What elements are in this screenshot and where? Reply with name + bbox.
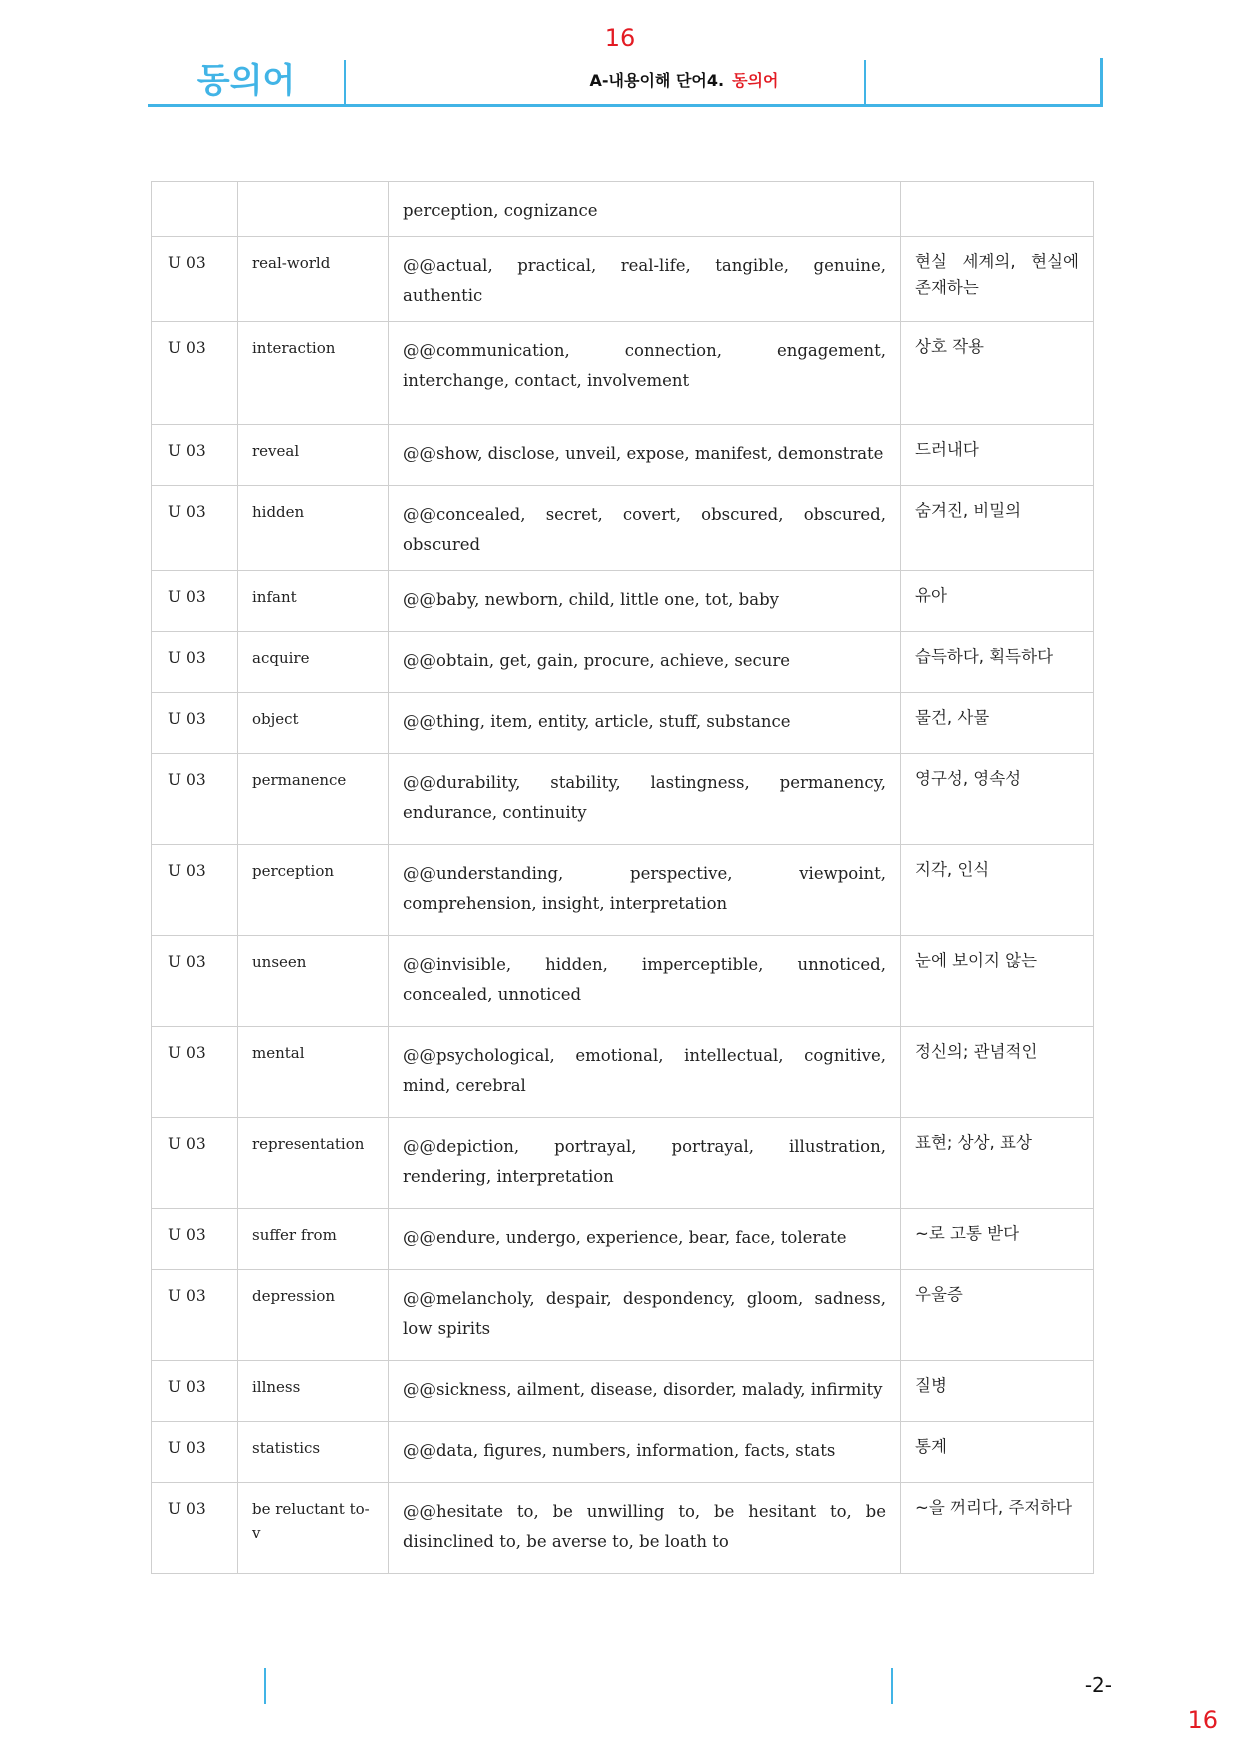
table-row <box>152 1270 1094 1361</box>
meaning-cell: 상호 작용 <box>901 322 1094 425</box>
unit-cell: U 03 <box>152 1209 238 1270</box>
unit-cell: U 03 <box>152 693 238 754</box>
meaning-cell: 습득하다, 획득하다 <box>901 632 1094 693</box>
synonyms-cell: @@sickness, ailment, disease, disorder, malady, infirmity <box>389 1361 901 1422</box>
unit-cell: U 03 <box>152 632 238 693</box>
table-row <box>152 754 1094 845</box>
word-cell: suffer from <box>238 1209 389 1270</box>
unit-cell: U 03 <box>152 754 238 845</box>
word-cell <box>238 182 389 237</box>
header-subtitle-highlight: 동의어 <box>732 71 779 90</box>
synonyms-cell: perception, cognizance <box>389 182 901 237</box>
footer-page-label: -2- <box>1084 1673 1112 1697</box>
word-cell: perception <box>238 845 389 936</box>
synonyms-cell: @@invisible, hidden, imperceptible, unnoticed, concealed, unnoticed <box>389 936 901 1027</box>
unit-cell: U 03 <box>152 571 238 632</box>
meaning-cell: 통계 <box>901 1422 1094 1483</box>
header-right-bar <box>1100 58 1103 104</box>
table-row <box>152 425 1094 486</box>
word-cell: acquire <box>238 632 389 693</box>
synonyms-cell: @@melancholy, despair, despondency, gloom, sadness, low spirits <box>389 1270 901 1361</box>
footer-divider-left <box>264 1668 266 1704</box>
footer-divider-right <box>891 1668 893 1704</box>
synonyms-cell: @@baby, newborn, child, little one, tot, baby <box>389 571 901 632</box>
synonyms-cell: @@data, figures, numbers, information, facts, stats <box>389 1422 901 1483</box>
synonyms-cell: @@concealed, secret, covert, obscured, obscured, obscured <box>389 486 901 571</box>
word-cell: statistics <box>238 1422 389 1483</box>
synonyms-cell: @@show, disclose, unveil, expose, manifest, demonstrate <box>389 425 901 486</box>
header-divider-right <box>864 60 866 104</box>
table-row <box>152 571 1094 632</box>
table-row <box>152 1483 1094 1574</box>
table-row <box>152 182 1094 237</box>
unit-cell: U 03 <box>152 1027 238 1118</box>
header-title: 동의어 <box>196 61 296 101</box>
meaning-cell: 현실 세계의, 현실에 존재하는 <box>901 237 1094 322</box>
unit-cell: U 03 <box>152 1483 238 1574</box>
unit-cell: U 03 <box>152 425 238 486</box>
unit-cell: U 03 <box>152 1361 238 1422</box>
meaning-cell: 물건, 사물 <box>901 693 1094 754</box>
word-cell: permanence <box>238 754 389 845</box>
header-subtitle <box>346 58 1022 104</box>
meaning-cell: 눈에 보이지 않는 <box>901 936 1094 1027</box>
meaning-cell: 영구성, 영속성 <box>901 754 1094 845</box>
meaning-cell: 드러내다 <box>901 425 1094 486</box>
unit-cell: U 03 <box>152 1118 238 1209</box>
meaning-cell: 질병 <box>901 1361 1094 1422</box>
table-row <box>152 1209 1094 1270</box>
synonym-table-body <box>152 182 1094 1574</box>
table-row <box>152 936 1094 1027</box>
meaning-cell: 표현; 상상, 표상 <box>901 1118 1094 1209</box>
word-cell: object <box>238 693 389 754</box>
unit-cell: U 03 <box>152 486 238 571</box>
table-row <box>152 1361 1094 1422</box>
table-row <box>152 322 1094 425</box>
word-cell: unseen <box>238 936 389 1027</box>
synonyms-cell: @@thing, item, entity, article, stuff, substance <box>389 693 901 754</box>
word-cell: mental <box>238 1027 389 1118</box>
word-cell: hidden <box>238 486 389 571</box>
table-row <box>152 486 1094 571</box>
synonyms-cell: @@actual, practical, real-life, tangible, genuine, authentic <box>389 237 901 322</box>
meaning-cell: 우울증 <box>901 1270 1094 1361</box>
synonyms-cell: @@understanding, perspective, viewpoint, comprehension, insight, interpretation <box>389 845 901 936</box>
meaning-cell: ~로 고통 받다 <box>901 1209 1094 1270</box>
synonyms-cell: @@obtain, get, gain, procure, achieve, secure <box>389 632 901 693</box>
meaning-cell: 유아 <box>901 571 1094 632</box>
synonyms-cell: @@endure, undergo, experience, bear, face, tolerate <box>389 1209 901 1270</box>
word-cell: reveal <box>238 425 389 486</box>
word-cell: real-world <box>238 237 389 322</box>
meaning-cell: 숨겨진, 비밀의 <box>901 486 1094 571</box>
meaning-cell: 지각, 인식 <box>901 845 1094 936</box>
meaning-cell <box>901 182 1094 237</box>
page-header <box>148 58 1103 107</box>
unit-cell: U 03 <box>152 845 238 936</box>
table-row <box>152 693 1094 754</box>
synonyms-cell: @@psychological, emotional, intellectual, cognitive, mind, cerebral <box>389 1027 901 1118</box>
unit-cell: U 03 <box>152 237 238 322</box>
unit-cell: U 03 <box>152 1270 238 1361</box>
word-cell: be reluctant to-v <box>238 1483 389 1574</box>
meaning-cell: 정신의; 관념적인 <box>901 1027 1094 1118</box>
synonyms-cell: @@depiction, portrayal, portrayal, illustration, rendering, interpretation <box>389 1118 901 1209</box>
header-subtitle-text: A-내용이해 단어4. <box>589 71 725 90</box>
word-cell: depression <box>238 1270 389 1361</box>
word-cell: illness <box>238 1361 389 1422</box>
synonym-table <box>151 181 1094 1574</box>
footer-page-number: 16 <box>1187 1706 1218 1734</box>
unit-cell <box>152 182 238 237</box>
word-cell: infant <box>238 571 389 632</box>
table-row <box>152 1027 1094 1118</box>
synonyms-cell: @@durability, stability, lastingness, permanency, endurance, continuity <box>389 754 901 845</box>
unit-cell: U 03 <box>152 1422 238 1483</box>
table-row <box>152 845 1094 936</box>
word-cell: representation <box>238 1118 389 1209</box>
synonyms-cell: @@communication, connection, engagement, interchange, contact, involvement <box>389 322 901 425</box>
word-cell: interaction <box>238 322 389 425</box>
unit-cell: U 03 <box>152 322 238 425</box>
table-row <box>152 632 1094 693</box>
table-row <box>152 1422 1094 1483</box>
synonyms-cell: @@hesitate to, be unwilling to, be hesitant to, be disinclined to, be averse to, be loath to <box>389 1483 901 1574</box>
table-row <box>152 237 1094 322</box>
meaning-cell: ~을 꺼리다, 주저하다 <box>901 1483 1094 1574</box>
top-page-number: 16 <box>604 24 636 52</box>
table-row <box>152 1118 1094 1209</box>
unit-cell: U 03 <box>152 936 238 1027</box>
